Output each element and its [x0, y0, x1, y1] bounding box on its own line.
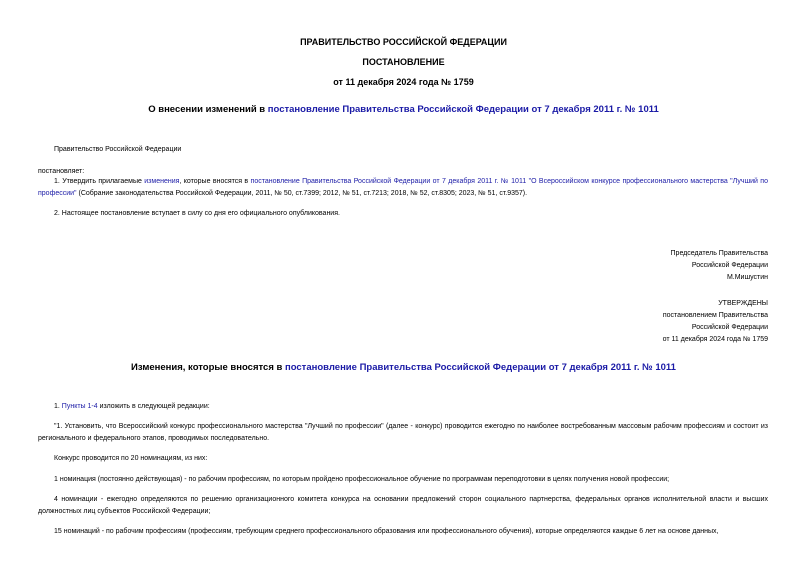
resolution-1011-link[interactable]: постановление Правительства Российской Федерации от 7 декабря 2011 г. № 1011 "О Всероссийском конкурсе профессионального мастерства "Лучший по профессии": [38, 178, 768, 197]
title-prefix: О внесении изменений в: [148, 104, 268, 115]
approval-line-2: постановлением Правительства: [662, 312, 768, 319]
item-1-paragraph: [38, 176, 768, 200]
government-header: ПРАВИТЕЛЬСТВО РОССИЙСКОЙ ФЕДЕРАЦИИ: [300, 37, 507, 47]
approval-date: от 11 декабря 2024 года № 1759: [662, 336, 768, 343]
document-date-number: от 11 декабря 2024 года № 1759: [333, 77, 474, 87]
signature-position-2: Российской Федерации: [691, 262, 768, 269]
item-2-paragraph: 2. Настоящее постановление вступает в силу со дня его официального опубликования.: [54, 210, 340, 217]
changes-link[interactable]: изменения: [144, 178, 180, 185]
approval-block: [663, 298, 768, 346]
changes-item-1-suffix: изложить в следующей редакции:: [97, 403, 210, 410]
title-link[interactable]: постановление Правительства Российской Федерации от 7 декабря 2011 г. № 1011: [267, 104, 659, 115]
changes-item-1: [38, 401, 768, 413]
quote-paragraph-1: "1. Установить, что Всероссийский конкурс профессионального мастерства "Лучший по профессии" (далее - конкурс) проводится ежегодно по наиболее востребованным массовым рабочим профессиям и состоит из регионального и федерального этапов, проводимых последовательно.: [38, 423, 768, 442]
changes-title: [0, 362, 807, 373]
signature-position: Председатель Правительства: [670, 250, 768, 257]
resolves-label: постановляет:: [38, 168, 85, 175]
points-1-4-link[interactable]: Пункты 1-4: [61, 403, 98, 410]
nomination-4-paragraph: 4 номинации - ежегодно определяются по решению организационного комитета конкурса на основании предложений сторон социального партнерства, федеральных органов исполнительной власти и высших должностных лиц субъектов Российской Федерации;: [38, 496, 768, 515]
signature-name: М.Мишустин: [726, 274, 768, 281]
changes-item-1-prefix: 1.: [54, 403, 62, 410]
approval-line-3: Российской Федерации: [691, 324, 768, 331]
changes-title-prefix: Изменения, которые вносятся в: [131, 362, 285, 373]
item-1-text-3: (Собрание законодательства Российской Федерации, 2011, № 50, ст.7399; 2012, № 51, ст.7213; 2018, № 52, ст.8305; 2023, № 51, ст.9357).: [76, 190, 528, 197]
document-type: ПОСТАНОВЛЕНИЕ: [362, 57, 445, 67]
signature-block: [671, 248, 768, 284]
nomination-1-paragraph: 1 номинация (постоянно действующая) - по рабочим профессиям, по которым пройдено профессиональное обучение по программам переподготовки в целях получения новой профессии;: [54, 476, 670, 483]
nominations-paragraph: Конкурс проводится по 20 номинациям, из них:: [54, 455, 208, 462]
changes-title-link[interactable]: постановление Правительства Российской Федерации от 7 декабря 2011 г. № 1011: [284, 362, 676, 373]
nomination-15-paragraph: 15 номинаций - по рабочим профессиям (профессиям, требующим среднего профессионального образования или профессионального обучения), которые определяются каждые 6 лет на основе данных,: [54, 528, 719, 535]
item-1-text-2: , которые вносятся в: [179, 178, 251, 185]
government-label: Правительство Российской Федерации: [54, 146, 182, 153]
document-title: [0, 104, 807, 115]
item-1-text: 1. Утвердить прилагаемые: [54, 178, 145, 185]
approval-label: УТВЕРЖДЕНЫ: [718, 300, 768, 307]
